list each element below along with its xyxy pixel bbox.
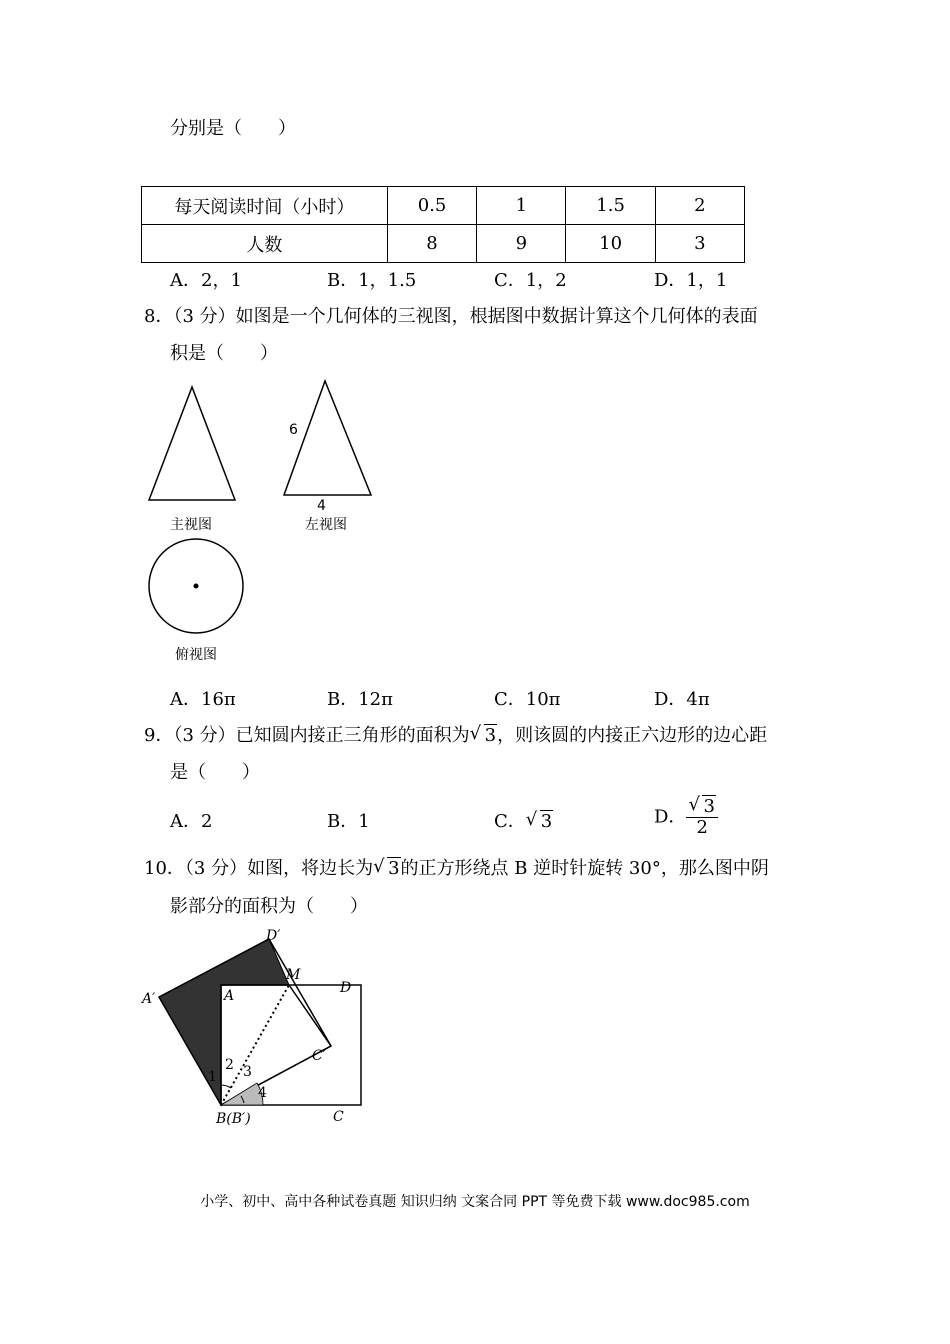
label-d: D <box>340 980 352 996</box>
left-view-label: 左视图 <box>305 517 347 533</box>
sqrt-radicand: 3 <box>703 796 715 817</box>
q10-stem-line1 <box>144 858 769 880</box>
label-m: M <box>286 967 301 983</box>
q10-stem-part2: 的正方形绕点 B 逆时针旋转 30°，那么图中阴 <box>400 858 769 879</box>
label-angle-1: 1 <box>208 1069 217 1085</box>
rotated-square-figure <box>140 925 380 1135</box>
option-prefix: C． <box>494 811 526 832</box>
table-cell: 9 <box>477 225 566 263</box>
q8-option-b: B．12π <box>327 689 393 710</box>
label-b: B(B′) <box>216 1111 251 1127</box>
sqrt-expression: √ 3 <box>688 794 715 817</box>
base-length-label: 4 <box>317 498 326 514</box>
q9-stem-part1: 9．（3 分）已知圆内接正三角形的面积为 <box>144 725 470 746</box>
label-d-prime: D′ <box>266 928 281 944</box>
q10-stem-line2: 影部分的面积为（ ） <box>170 896 368 917</box>
q8-option-c: C．10π <box>494 689 561 710</box>
table-cell: 1.5 <box>566 187 655 225</box>
q8-stem-line2: 积是（ ） <box>170 343 278 364</box>
sqrt-radicand: 3 <box>388 858 400 879</box>
q7-option-b: B．1，1.5 <box>327 270 417 291</box>
page-footer: 小学、初中、高中各种试卷真题 知识归纳 文案合同 PPT 等免费下载 www.doc985.com <box>200 1194 750 1210</box>
front-view-label: 主视图 <box>170 517 212 533</box>
table-row <box>142 225 745 263</box>
fraction-numerator <box>686 794 717 818</box>
sqrt-expression: √ 3 <box>469 723 497 746</box>
label-angle-4: 4 <box>258 1085 267 1101</box>
q7-option-a: A．2，1 <box>170 270 242 291</box>
q9-option-d <box>654 794 718 838</box>
q8-option-a: A．16π <box>170 689 236 710</box>
table-row <box>142 187 745 225</box>
left-view-triangle <box>284 381 371 495</box>
q8-stem-line1: 8．（3 分）如图是一个几何体的三视图，根据图中数据计算这个几何体的表面 <box>144 306 758 327</box>
sqrt-radicand: 3 <box>540 811 553 832</box>
table-cell: 10 <box>566 225 655 263</box>
table-cell: 0.5 <box>387 187 476 225</box>
q9-option-c <box>494 811 553 833</box>
label-a: A <box>224 988 235 1004</box>
fraction-denominator: 2 <box>696 817 708 838</box>
q7-option-c: C．1，2 <box>494 270 567 291</box>
table-cell: 每天阅读时间（小时） <box>142 187 388 225</box>
sqrt-expression: √ 3 <box>525 809 553 832</box>
q8-option-d: D．4π <box>654 689 710 710</box>
label-a-prime: A′ <box>142 991 156 1007</box>
q9-stem-part2: ，则该圆的内接正六边形的边心距 <box>497 725 768 746</box>
q7-tail: 分别是（ ） <box>170 118 296 139</box>
table-cell: 8 <box>387 225 476 263</box>
table-cell: 2 <box>655 187 744 225</box>
table-cell: 人数 <box>142 225 388 263</box>
label-c: C <box>333 1109 344 1125</box>
top-view-center-dot <box>194 584 199 589</box>
table-cell: 1 <box>477 187 566 225</box>
q9-stem-line2: 是（ ） <box>170 762 260 783</box>
sqrt-radicand: 3 <box>484 725 497 746</box>
option-prefix: D． <box>654 806 687 828</box>
q7-option-d: D．1，1 <box>654 270 728 291</box>
top-view-label: 俯视图 <box>175 647 217 663</box>
q9-option-b: B．1 <box>327 811 370 832</box>
sqrt-expression: √ 3 <box>373 856 400 879</box>
q9-option-a: A．2 <box>170 811 213 832</box>
table-cell: 3 <box>655 225 744 263</box>
label-angle-2: 2 <box>225 1057 234 1073</box>
fraction <box>686 794 717 838</box>
q9-stem-line1 <box>144 725 767 747</box>
label-c-prime: C′ <box>312 1048 326 1064</box>
reading-time-table <box>141 186 745 263</box>
q10-stem-part1: 10．（3 分）如图，将边长为 <box>144 858 374 879</box>
side-length-label: 6 <box>289 422 298 438</box>
side-mc-prime <box>289 985 331 1046</box>
label-angle-3: 3 <box>243 1064 252 1080</box>
front-view-triangle <box>149 387 235 500</box>
